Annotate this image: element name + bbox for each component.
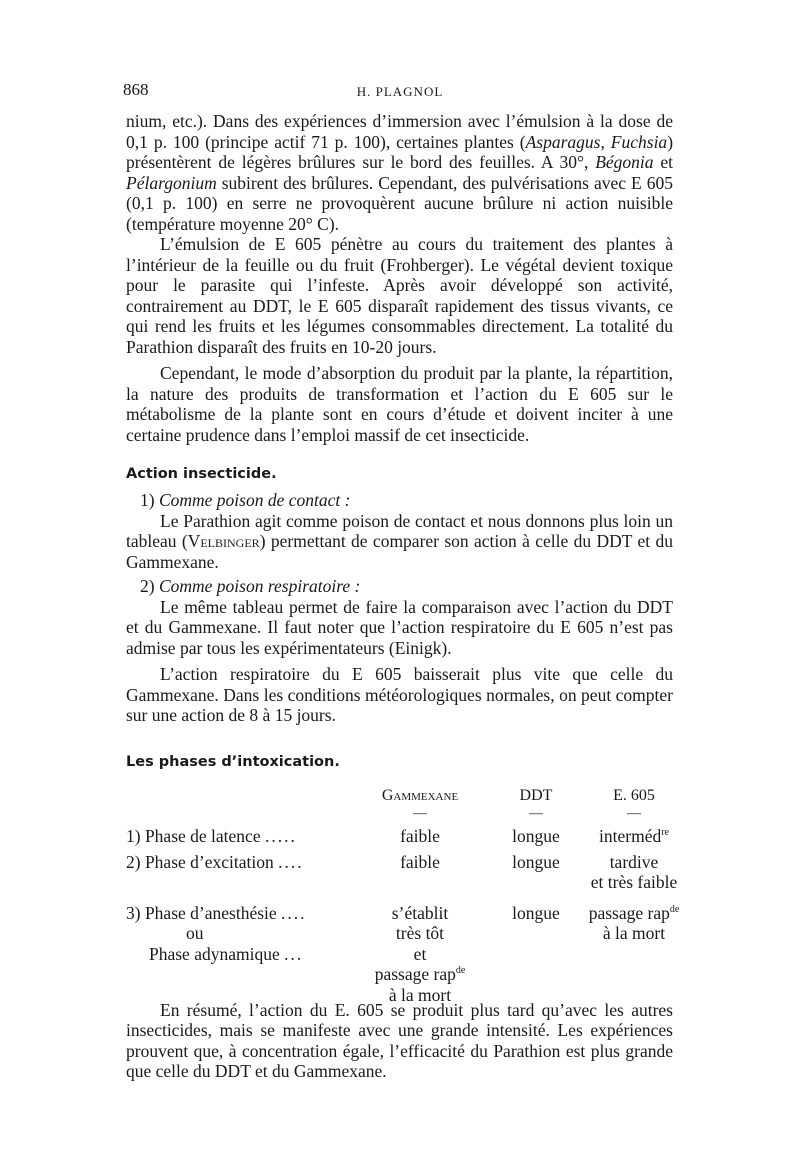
subheading-contact: 1) Comme poison de contact : (140, 490, 351, 510)
cell-anesthesie-ddt: longue (512, 902, 560, 923)
subheading-respiratoire: 2) Comme poison respiratoire : (140, 576, 361, 596)
column-dash: — (413, 805, 427, 821)
row-label-anesthesie: 3) Phase d’anesthésie .... ou Phase adynamique ... (126, 902, 307, 964)
paragraph-continued: nium, etc.). Dans des expériences d’immersion avec l’émulsion à la dose de 0,1 p. 100 (principe actif 71 p. 100), certaines plantes (Asparagus, Fuchsia) présentèrent de légères brûlures sur le bord des feuilles. A 30°, Bégonia et Pélargonium subirent des brûlures. Cependant, des pulvérisations avec E 605 (0,1 p. 100) en serre ne provoquèrent aucune brûlure ni action nuisible (température moyenne 20° C). (126, 111, 674, 234)
page-number: 868 (123, 80, 149, 99)
column-dash: — (627, 805, 641, 821)
section-heading-phases: Les phases d’intoxication. (126, 753, 340, 770)
paragraph-emulsion: L’émulsion de E 605 pénètre au cours du traitement des plantes à l’intérieur de la feuille ou du fruit (Frohberger). Le végétal devient toxique pour le parasite qui l’infeste. Après avoir développé son activité, contrairement au DDT, le E 605 disparaît rapidement des tissus vivants, ce qui rend les fruits et les légumes consommables directement. La totalité du Parathion disparaît des fruits en 10-20 jours. (126, 234, 673, 357)
running-header (123, 80, 677, 102)
row-label-excitation: 2) Phase d’excitation .... (126, 851, 304, 872)
column-dash: — (529, 805, 543, 821)
cell-excitation-gammexane: faible (400, 851, 440, 872)
column-header-ddt: DDT (519, 786, 553, 804)
cell-excitation-ddt: longue (512, 851, 560, 872)
paragraph-contact: Le Parathion agit comme poison de contact et nous donnons plus loin un tableau (Velbinger) permettant de comparer son action à celle du DDT et du Gammexane. (126, 510, 673, 572)
paragraph-respiratoire-duree: L’action respiratoire du E 605 baisserait plus vite que celle du Gammexane. Dans les conditions météorologiques normales, on peut compter sur une action de 8 à 15 jours. (126, 664, 673, 725)
paragraph-absorption: Cependant, le mode d’absorption du produit par la plante, la répartition, la nature des produits de transformation et l’action du E 605 sur le métabolisme de la plante sont en cours d’étude et doivent inciter à une certaine prudence dans l’emploi massif de cet insecticide. (126, 363, 673, 445)
column-header-gammexane: Gammexane (381, 786, 459, 804)
phases-table (126, 786, 680, 1005)
cell-excitation-e605: tardive et très faible (590, 851, 678, 892)
paragraph-resume: En résumé, l’action du E. 605 se produit plus tard qu’avec les autres insecticides, mais se manifeste avec une grande intensité. Les expériences prouvent que, à concentration égale, l’efficacité du Parathion est plus grande que celle du DDT et du Gammexane. (126, 999, 673, 1081)
cell-anesthesie-e605: passage rap$^{de}$ à la mort (588, 902, 680, 943)
cell-latence-e605: interméd$^{re}$ (599, 825, 669, 846)
column-header-e605: E. 605 (613, 786, 655, 804)
row-label-latence: 1) Phase de latence ..... (126, 825, 297, 846)
cell-latence-ddt: longue (512, 825, 560, 846)
section-heading-action: Action insecticide. (126, 466, 277, 482)
cell-anesthesie-gammexane: s’établit très tôt et passage rap$^{de}$ à la mort (374, 902, 466, 1005)
paragraph-respiratoire: Le même tableau permet de faire la comparaison avec l’action du DDT et du Gammexane. Il faut noter que l’action respiratoire du E 605 n’est pas admise par tous les expérimentateurs (Einigk). (126, 596, 673, 658)
article-body (126, 111, 680, 1082)
running-head-author: H. PLAGNOL (356, 84, 444, 99)
cell-latence-gammexane: faible (400, 825, 440, 846)
